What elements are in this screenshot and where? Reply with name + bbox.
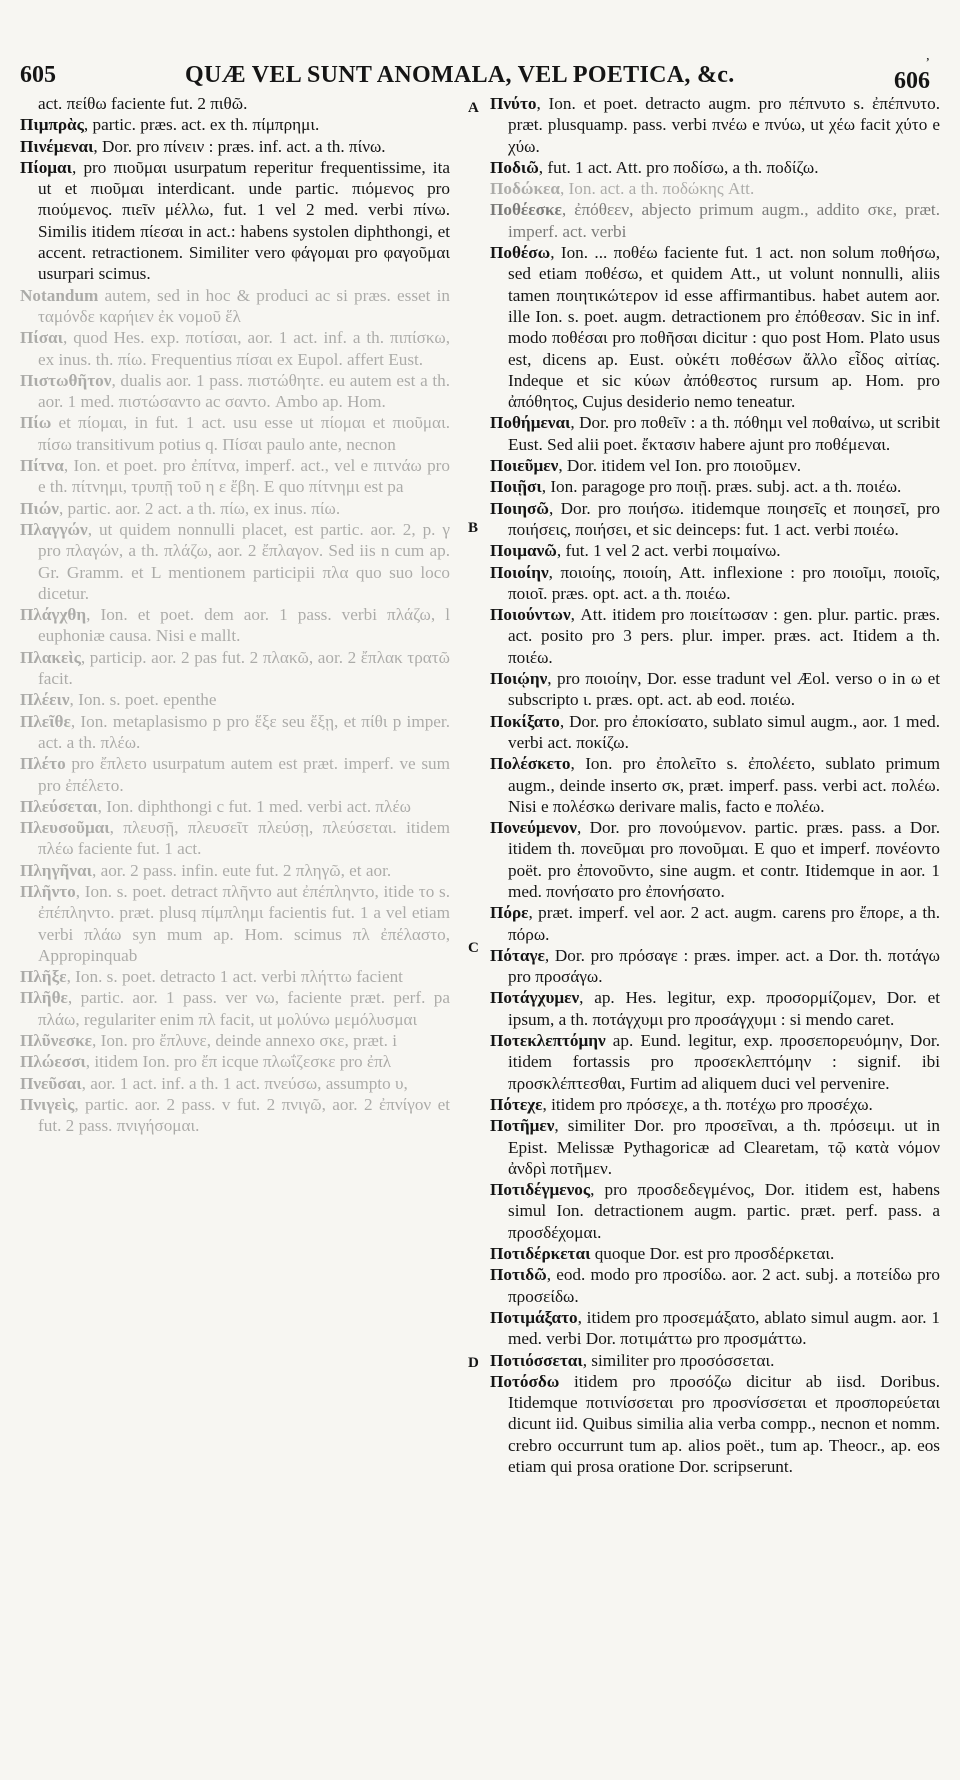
page-number-right: 606 [894, 68, 930, 94]
dictionary-entry: Ποτόσδω itidem pro προσόζω dicitur ab iisd. Doribus. Itidemque ποτινίσσεται pro προσνίσσεται et προσπορεύεται dicunt iid. Quibus similia alia verba compp., necnon et nomm. crebro occurrunt tum ap. alios poët., tum ap. Theocr., ap. eos etiam qui prosa oratione Dor. scripserunt. [490, 1371, 940, 1476]
headword: Πλακεὶς [20, 647, 81, 667]
dictionary-entry: Πιών, partic. aor. 2 act. a th. πίω, ex inus. πίω. [20, 498, 341, 518]
dictionary-entry: Ποτιδῶ, eod. modo pro προσίδω. aor. 2 act. subj. a ποτείδω pro προσείδω. [490, 1265, 940, 1306]
headword: Πληγῆναι [20, 860, 92, 880]
dictionary-entry: Ποτιδέρκεται quoque Dor. est pro προσδέρκεται. [490, 1244, 835, 1264]
dictionary-entry: Ποιούντων, Att. itidem pro ποιείτωσαν : gen. plur. partic. præs. act. posito pro 3 pers. plur. imper. præs. act. Itidem a th. ποιέω. [490, 605, 940, 667]
headword: Πλῆξε [20, 967, 67, 987]
headword: Ποιησῶ [490, 498, 549, 518]
dictionary-entry: Ποιῴην, pro ποιοίην, Dor. esse tradunt vel Æol. verso ο in ω et subscripto ι. præs. opt. act. ab eod. ποιέω. [490, 669, 940, 710]
dictionary-entry: Πλεῖθε, Ion. metaplasismo p pro ἕξε seu ἔξῃ, et πίθι p imper. act. a th. πλέω. [20, 711, 450, 752]
dictionary-entry: Πλευσοῦμαι, πλευσῇ, πλευσεῖτ πλεύσῃ, πλεύσεται. itidem πλέω faciente fut. 1 act. [20, 818, 450, 859]
dictionary-entry: Ποιοίην, ποιοίης, ποιοίη, Att. inflexione : pro ποιοῖμι, ποιοῖς, ποιοῖ. præs. opt. act. a th. ποιέω. [490, 562, 940, 603]
dictionary-entry: Πλαγγών, ut quidem nonnulli placet, est partic. aor. 2, p. γ pro πλαγών, a th. πλάζω, aor. 2 ἔπλαγον. Sed iis n cum ap. Gr. Gramm. et L mentionem participii πλα quo suo loco dicetur. [20, 519, 450, 603]
headword: Ποθήμεναι [490, 413, 571, 433]
headword: Πλεῖθε [20, 711, 71, 731]
dictionary-entry: Πλεύσεται, Ion. diphthongi c fut. 1 med. verbi act. πλέω [20, 796, 411, 816]
headword: Πνιγεὶς [20, 1094, 75, 1114]
headword: Ποτιμάξατο [490, 1307, 578, 1327]
headword: Ποτεκλεπτόμην [490, 1031, 606, 1051]
dictionary-entry: Ποθέεσκε, ἐπόθεεν, abjecto primum augm., addito σκε, præt. imperf. act. verbi [490, 200, 940, 241]
dictionary-entry: Πλῆθε, partic. aor. 1 pass. ver νω, faciente præt. perf. pa πλάω, regulariter enim πλ facit, ut μολύνω μεμόλυσμαι [20, 988, 450, 1029]
dictionary-entry: Πλῦνεσκε, Ion. pro ἔπλυνε, deinde annexo σκε, præt. i [20, 1031, 398, 1051]
right-column [490, 93, 940, 1773]
dictionary-entry: Πιστωθῆτον, dualis aor. 1 pass. πιστώθητε. eu autem est a th. aor. 1 med. πιστώσαντο ac σαντο. Ambo ap. Hom. [20, 370, 450, 412]
dictionary-entry: Πίτνα, Ion. et poet. pro ἐπίτνα, imperf. act., vel e πιτνάω pro e th. πίτνημι, τρυπῇ τοῦ η ε ἔβη. E quo πίτνημι est pa [20, 456, 450, 497]
headword: Πόταγε [490, 945, 545, 965]
dictionary-entry: Ποδιῶ, fut. 1 act. Att. pro ποδίσω, a th. ποδίζω. [490, 157, 819, 177]
dictionary-entry: act. πείθω faciente fut. 2 πιθῶ. [38, 94, 248, 113]
dictionary-entry: Ποτιδέγμενος, pro προσδεδεγμένος, Dor. itidem est, habens simul Ion. detractionem augm. partic. præt. perf. pass. a προσδέχομαι. [490, 1180, 940, 1242]
dictionary-entry: Πόρε, præt. imperf. vel aor. 2 act. augm. carens pro ἔπορε, a th. πόρω. [490, 903, 940, 944]
headword: Πίσαι [20, 328, 63, 348]
dictionary-entry: Ποδώκεα, Ion. act. a th. ποδώκης Att. [490, 179, 755, 199]
headword: Πνύτο [490, 94, 537, 113]
dictionary-entry: Πνιγεὶς, partic. aor. 2 pass. v fut. 2 πνιγῶ, aor. 2 ἐπνίγον et fut. 2 pass. πνιγήσομαι. [20, 1094, 450, 1136]
headword: Ποιῴην [490, 669, 548, 689]
headword: Πιστωθῆτον [20, 370, 112, 390]
corner-mark: ʼ [925, 56, 930, 71]
headword: Πίω [20, 413, 52, 433]
headword: Πλῦνεσκε [20, 1031, 92, 1051]
headword: Ποτιδέρκεται [490, 1244, 591, 1264]
dictionary-entry: Ποτιόσσεται, similiter pro προσόσσεται. [490, 1350, 775, 1370]
dictionary-entry: Πλῆντο, Ion. s. poet. detract πλῆντο aut ἐπέπληντο, itide το s. ἐπέπληντο. præt. plusq πίμπλημι facientis fut. 1 a vel etiam verbi πλάω syn mum ap. Hom. scimus πλ ἐπέλαστο, Appropinquab [20, 881, 450, 965]
headword: Ποτιδῶ [490, 1265, 547, 1285]
headword: Πνεῦσαι [20, 1073, 82, 1093]
headword: Ποθέσω [490, 243, 551, 263]
dictionary-entry: Ποιεῦμεν, Dor. itidem vel Ion. pro ποιοῦμεν. [490, 456, 802, 476]
headword: Πλαγγών [20, 519, 88, 539]
headword: Πλάγχθη [20, 605, 87, 625]
dictionary-entry: Ποθέσω, Ion. ... ποθέω faciente fut. 1 act. non solum ποθήσω, sed etiam ποθέσω, et quidem Att., ut volunt nonnulli, aliis tamen ποιητικώτερον id esse affirmantibus. habet autem aor. ille Ion. s. poet. augm. detractionem pro ἐπόθεσαν. Sic in inf. modo ποθέσαι pro ποθῆσαι dicitur : quo post Hom. Plato usus est, dicens ap. Eust. οὐκέτι ποθέσων ἄλλο εἶδος αἰτίας. Indeque et sic κύων ἀπόθεστος rursum ap. Hom. pro ἀπόθητος, Cujus desiderio nemo teneatur. [490, 243, 940, 412]
headword: Ποιεῦμεν [490, 456, 559, 476]
headword: Ποτιόσσεται [490, 1350, 583, 1370]
headword: Πινέμεναι [20, 136, 94, 156]
headword: Ποιούντων [490, 605, 571, 625]
section-marker-b: B [468, 520, 479, 536]
left-column [20, 93, 450, 1773]
headword: Πλώεσσι [20, 1052, 86, 1072]
headword: Πλῆθε [20, 988, 68, 1008]
dictionary-entry: Ποτεκλεπτόμην ap. Eund. legitur, exp. προσεπορευόμην, Dor. itidem fortassis pro προσεκλεπτόμην : signif. ibi προσκλέπτεσθαι, Furtim ad aliquem duci vel pervenire. [490, 1031, 940, 1093]
dictionary-entry: Πνύτο, Ion. et poet. detracto augm. pro πέπνυτο s. ἐπέπνυτο. præt. plusquamp. pass. verbi πνέω e πνύω, ut χέω facit χύτο e χύω. [490, 94, 940, 156]
headword: Πίομαι [20, 157, 72, 177]
dictionary-entry: Πονεύμενον, Dor. pro πονούμενον. partic. præs. pass. a Dor. itidem th. πονεῦμαι pro πονοῦμαι. E quo et imperf. πονέοντο poët. pro ἐπονοῦντο, sine augm. et contr. Itidemque in aor. 1 med. πονήσατο pro ἐπονήσατο. [490, 818, 940, 901]
headword: Ποτιδέγμενος [490, 1180, 591, 1200]
headword: Ποτῆμεν [490, 1116, 555, 1136]
section-marker-a: A [468, 100, 479, 116]
dictionary-entry: Πόταγε, Dor. pro πρόσαγε : præs. imper. act. a Dor. th. ποτάγω pro προσάγω. [490, 945, 940, 987]
running-title: QUÆ VEL SUNT ANOMALA, VEL POETICA, &c. [185, 62, 735, 88]
headword: Ποτόσδω [490, 1371, 560, 1391]
dictionary-entry: Ποθήμεναι, Dor. pro ποθεῖν : a th. πόθημι vel ποθαίνω, ut scribit Eust. Sed alii poet. ἔκτασιν habere ajunt pro ποθέμεναι. [490, 413, 940, 454]
dictionary-entry: Πλέτο pro ἔπλετο usurpatum autem est præt. imperf. ve sum pro ἐπέλετο. [20, 754, 450, 795]
dictionary-entry: Πλῆξε, Ion. s. poet. detracto 1 act. verbi πλήττω facient [20, 967, 403, 987]
headword: Πιών [20, 498, 59, 518]
dictionary-entry: Πληγῆναι, aor. 2 pass. infin. eute fut. 2 πληγῶ, et aor. [20, 860, 392, 880]
dictionary-entry: Πινέμεναι, Dor. pro πίνειν : præs. inf. act. a th. πίνω. [20, 136, 386, 156]
headword: Ποθέεσκε [490, 200, 562, 220]
headword: Πιμπρὰς [20, 115, 84, 135]
headword: Πονεύμενον [490, 818, 577, 838]
dictionary-entry: Πίσαι, quod Hes. exp. ποτίσαι, aor. 1 act. inf. a th. πιπίσκω, ex inus. th. πίω. Frequentius πίσαι ex Eupol. affert Eust. [20, 328, 450, 369]
headword: Ποκίξατο [490, 711, 560, 731]
dictionary-entry: Πότεχε, itidem pro πρόσεχε, a th. ποτέχω pro προσέχω. [490, 1094, 873, 1114]
headword: Πολέσκετο [490, 754, 571, 774]
section-marker-c: C [468, 940, 479, 956]
headword: Πλέειν [20, 690, 70, 710]
headword: Πόρε [490, 903, 529, 923]
dictionary-entry: Πλάγχθη, Ion. et poet. dem aor. 1 pass. verbi πλάζω, l euphoniæ causa. Nisi e mallt. [20, 605, 450, 646]
headword: Ποτάγχυμεν [490, 988, 580, 1008]
dictionary-entry: Πλέειν, Ion. s. poet. epenthe [20, 690, 217, 710]
dictionary-entry: Ποιμανῶ, fut. 1 vel 2 act. verbi ποιμαίνω. [490, 541, 781, 561]
headword: Ποδώκεα [490, 179, 560, 199]
headword: Πότεχε [490, 1094, 543, 1114]
headword: Notandum [20, 285, 99, 305]
dictionary-entry: Ποτάγχυμεν, ap. Hes. legitur, exp. προσορμίζομεν, Dor. et ipsum, a th. ποτάγχυμι pro προσάγχυμι : si mendo caret. [490, 988, 940, 1029]
dictionary-entry: Πιμπρὰς, partic. præs. act. ex th. πίμπρημι. [20, 115, 320, 135]
headword: Ποιῇσι [490, 477, 542, 497]
running-header [0, 48, 960, 98]
headword: Πλευσοῦμαι [20, 818, 110, 838]
section-marker-d: D [468, 1355, 479, 1371]
dictionary-entry: Ποιῇσι, Ion. paragoge pro ποιῇ. præs. subj. act. a th. ποιέω. [490, 477, 902, 497]
dictionary-entry: Πλώεσσι, itidem Ion. pro ἔπ icque πλωΐζεσκε pro ἐπλ [20, 1052, 392, 1072]
dictionary-entry: Πλακεὶς, particip. aor. 2 pas fut. 2 πλακῶ, aor. 2 ἔπλακ τρατῶ facit. [20, 647, 450, 689]
dictionary-entry: Ποτιμάξατο, itidem pro προσεμάξατο, ablato simul augm. aor. 1 med. verbi Dor. ποτιμάττω pro προσμάττω. [490, 1307, 940, 1349]
headword: Πίτνα [20, 456, 64, 476]
headword: Πλέτο [20, 754, 66, 774]
dictionary-entry: Ποκίξατο, Dor. pro ἐποκίσατο, sublato simul augm., aor. 1 med. verbi act. ποκίζω. [490, 711, 940, 752]
headword: Ποιμανῶ [490, 541, 557, 561]
headword: Πλῆντο [20, 881, 76, 901]
dictionary-entry: Πολέσκετο, Ion. pro ἐπολεῖτο s. ἐπολέετο, sublato primum augm., deinde inserto σκ, præt. imperf. pass. verbi act. πολέω. Nisi e πολέσκω derivare malis, facto e πολέω. [490, 754, 940, 816]
dictionary-entry: Πίομαι, pro πιοῦμαι usurpatum reperitur frequentissime, ita ut et πιοῦμαι interdicant. unde partic. πιόμενος pro πιούμενος. πιεῖν μέλλω, fut. 1 vel 2 med. verbi πίνω. Similis itidem πίεσαι in act.: habens systolen diphthongi, et accent. retractionem. Similiter vero φάγομαι pro φαγοῦμαι usurpari scimus. [20, 157, 450, 284]
dictionary-entry: Πνεῦσαι, aor. 1 act. inf. a th. 1 act. πνεύσω, assumpto υ, [20, 1073, 408, 1093]
page-number-left: 605 [20, 62, 56, 88]
dictionary-entry: Πίω et πίομαι, in fut. 1 act. usu esse ut πίομαι et πιοῦμαι. πίσω transitivum potius q. Πίσαι paulo ante, necnon [20, 413, 450, 454]
dictionary-entry: Notandum autem, sed in hoc & produci ac si præs. esset in ταμόνδε καρήιεν ἐκ νομοῦ ἕλ [20, 285, 450, 326]
headword: Ποδιῶ [490, 157, 539, 177]
dictionary-entry: Ποιησῶ, Dor. pro ποιήσω. itidemque ποιησεῖς et ποιησεῖ, pro ποιήσεις, ποιήσει, et sic deinceps: fut. 1 act. verbi ποιέω. [490, 498, 940, 539]
headword: Πλεύσεται [20, 796, 98, 816]
headword: Ποιοίην [490, 562, 549, 582]
dictionary-entry: Ποτῆμεν, similiter Dor. pro προσεῖναι, a th. πρόσειμι. ut in Epist. Melissæ Pythagoricæ ad Clearetam, τῷ κατὰ νόμον ἀνδρὶ ποτῆμεν. [490, 1116, 940, 1178]
